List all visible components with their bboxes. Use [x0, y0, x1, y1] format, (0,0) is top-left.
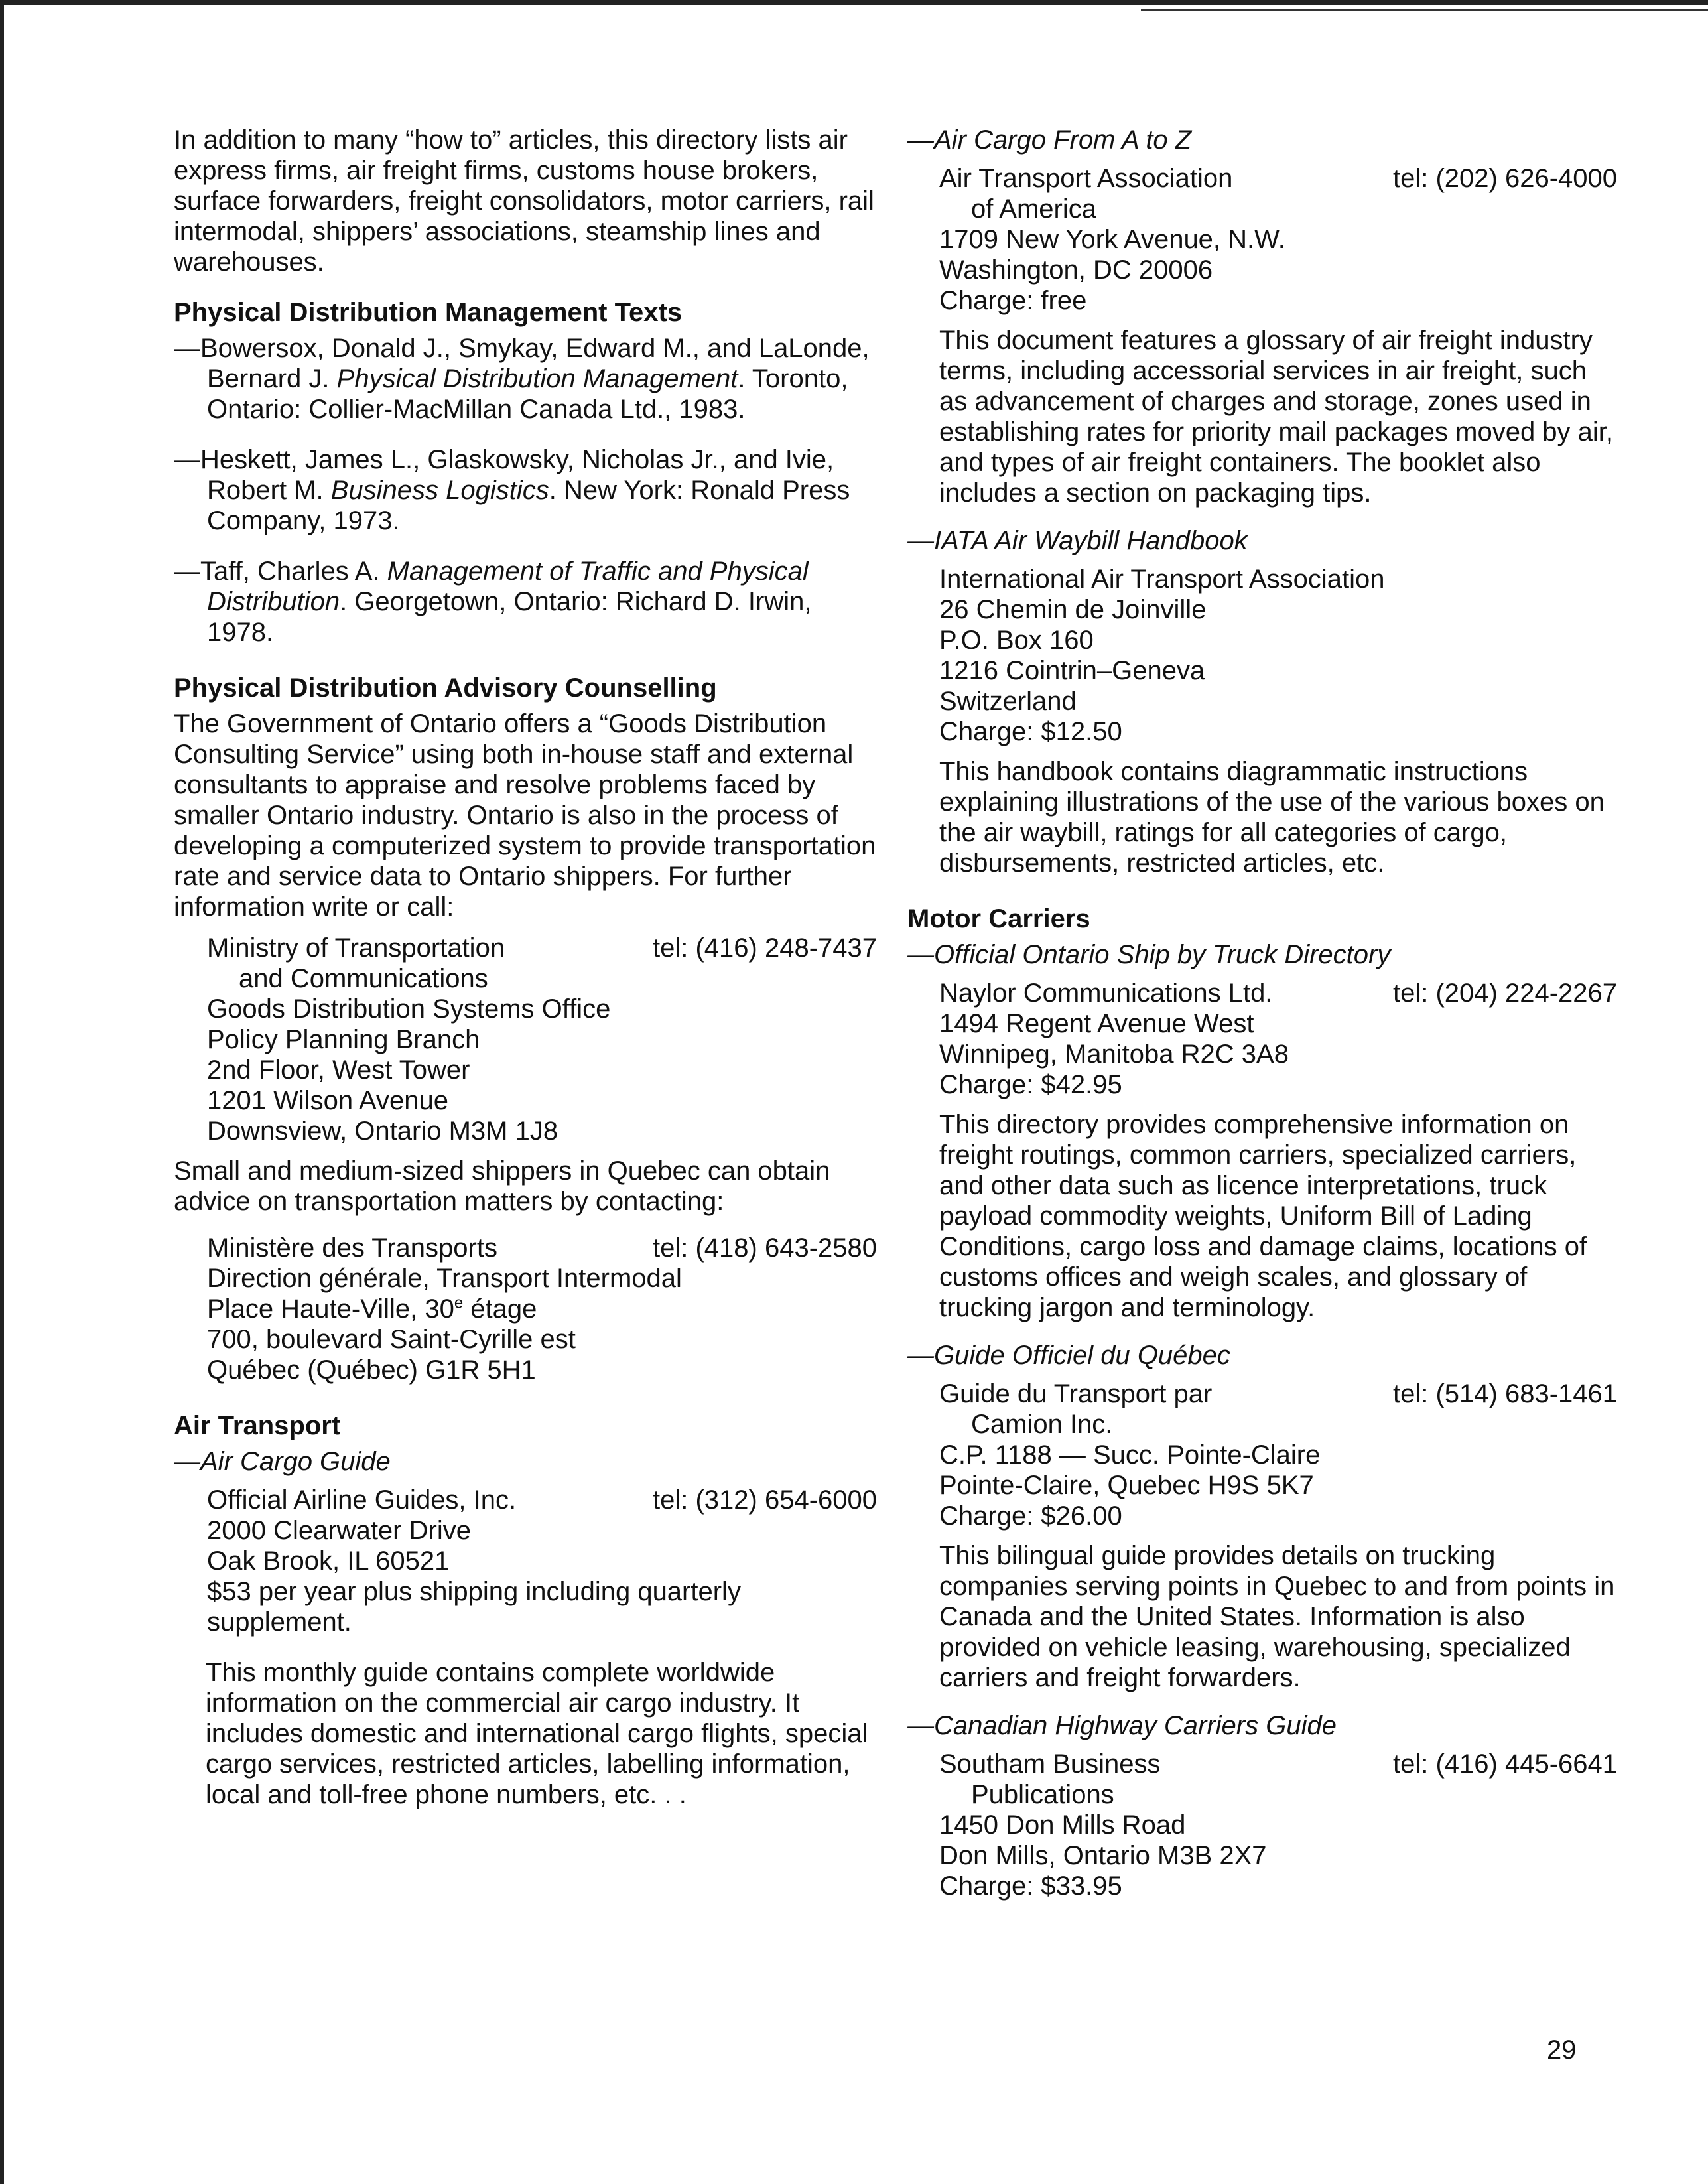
chcg-title: —Canadian Highway Carriers Guide	[907, 1711, 1337, 1740]
page-number: 29	[1547, 2035, 1577, 2065]
ministry-name: Ministry of Transportation	[207, 933, 505, 963]
acg-line-1: 2000 Clearwater Drive	[207, 1516, 471, 1545]
ministere-name: Ministère des Transports	[207, 1233, 497, 1263]
top-border-secondary	[1141, 9, 1708, 11]
acg-address	[174, 1485, 877, 1637]
goq-name-cont: Camion Inc.	[971, 1410, 1113, 1439]
iata-line-2: 26 Chemin de Joinville	[939, 595, 1207, 624]
osbt-tel: tel: (204) 224-2267	[1392, 979, 1617, 1008]
iata-line-6: Charge: $12.50	[939, 717, 1122, 746]
ministry-line-5: Downsview, Ontario M3M 1J8	[207, 1117, 558, 1146]
osbt-address	[907, 978, 1617, 1100]
ministere-name-row	[207, 1233, 877, 1263]
left-column	[174, 125, 877, 1827]
osbt-name-row	[939, 978, 1617, 1008]
osbt-line-2: Winnipeg, Manitoba R2C 3A8	[939, 1040, 1289, 1069]
chcg-name: Southam Business	[939, 1749, 1161, 1779]
acaz-name-cont: of America	[971, 194, 1096, 224]
iata-address	[907, 564, 1617, 747]
pdac-heading: Physical Distribution Advisory Counselling	[174, 673, 717, 703]
ministere-tel: tel: (418) 643-2580	[652, 1233, 877, 1263]
osbt-description: This directory provides comprehensive information on freight routings, common carriers, specialized carriers, and other data such as licence interpretations, truck payload commodity weights, Uniform Bill of Lading Conditions, cargo loss and damage claims, locations of customs offices and weigh scales, and glossary of trucking jargon and terminology.	[939, 1110, 1587, 1322]
chcg-line-2: Don Mills, Ontario M3B 2X7	[939, 1841, 1267, 1870]
acaz-title: —Air Cargo From A to Z	[907, 125, 1192, 155]
ministry-name-row	[207, 933, 877, 963]
ministry-line-1: Goods Distribution Systems Office	[207, 994, 611, 1024]
ministry-address	[174, 933, 877, 1146]
goq-description: This bilingual guide provides details on trucking companies serving points in Quebec to and from points in Canada and the United States. Information is also provided on vehicle leasing, warehousing, specialized carriers and freight forwarders.	[939, 1541, 1615, 1692]
iata-line-3: P.O. Box 160	[939, 626, 1094, 655]
ministere-line-1: Direction générale, Transport Intermodal	[207, 1264, 682, 1293]
iata-title: —IATA Air Waybill Handbook	[907, 526, 1248, 555]
ministry-tel: tel: (416) 248-7437	[652, 933, 877, 963]
goq-line-3: Charge: $26.00	[939, 1501, 1122, 1531]
acaz-tel: tel: (202) 626-4000	[1392, 164, 1617, 193]
goq-line-1: C.P. 1188 — Succ. Pointe-Claire	[939, 1440, 1321, 1469]
goq-name: Guide du Transport par	[939, 1379, 1213, 1408]
pdm-item-1: —Bowersox, Donald J., Smykay, Edward M., and LaLonde, Bernard J. Physical Distribution Management. Toronto, Ontario: Collier-MacMillan Canada Ltd., 1983.	[174, 334, 870, 424]
ministere-address	[174, 1233, 877, 1385]
chcg-name-cont: Publications	[971, 1780, 1114, 1809]
acaz-description: This document features a glossary of air freight industry terms, including accessorial services in air freight, such as advancement of charges and storage, zones used in establishing rates for priority mail packages moved by air, and types of air freight containers. The booklet also includes a section on packaging tips.	[939, 326, 1614, 508]
ministry-line-2: Policy Planning Branch	[207, 1025, 480, 1054]
acaz-address	[907, 163, 1617, 316]
osbt-line-3: Charge: $42.95	[939, 1070, 1122, 1099]
acg-line-2: Oak Brook, IL 60521	[207, 1546, 450, 1576]
acg-name-row	[207, 1485, 877, 1515]
goq-line-2: Pointe-Claire, Quebec H9S 5K7	[939, 1471, 1314, 1500]
top-border	[0, 0, 1708, 5]
goq-tel: tel: (514) 683-1461	[1392, 1379, 1617, 1408]
quebec-paragraph: Small and medium-sized shippers in Quebec can obtain advice on transportation matters by contacting:	[174, 1156, 830, 1216]
pdm-heading: Physical Distribution Management Texts	[174, 298, 683, 327]
intro-paragraph: In addition to many “how to” articles, this directory lists air express firms, air freight firms, customs house brokers, surface forwarders, freight consolidators, motor carriers, rail intermodal, shippers’ associations, steamship lines and warehouses.	[174, 125, 874, 277]
pdac-paragraph: The Government of Ontario offers a “Goods Distribution Consulting Service” using both in-house staff and external consultants to appraise and resolve problems faced by smaller Ontario industry. Ontario is also in the process of developing a computerized system to provide transportation rate and service data to Ontario shippers. For further information write or call:	[174, 709, 876, 921]
right-column	[907, 125, 1617, 1921]
acaz-line-3: Charge: free	[939, 286, 1087, 315]
acg-name: Official Airline Guides, Inc.	[207, 1485, 517, 1515]
pdm-item-2: —Heskett, James L., Glaskowsky, Nicholas Jr., and Ivie, Robert M. Business Logistics. New York: Ronald Press Company, 1973.	[174, 445, 850, 535]
acg-description: This monthly guide contains complete worldwide information on the commercial air cargo industry. It includes domestic and international cargo flights, special cargo services, restricted articles, labelling information, local and toll-free phone numbers, etc. . .	[206, 1658, 868, 1809]
acg-tel: tel: (312) 654-6000	[652, 1485, 877, 1515]
goq-title: —Guide Officiel du Québec	[907, 1341, 1230, 1370]
iata-description: This handbook contains diagrammatic instructions explaining illustrations of the use of the various boxes on the air waybill, ratings for all categories of cargo, disbursements, restricted articles, etc.	[939, 757, 1605, 878]
chcg-line-3: Charge: $33.95	[939, 1872, 1122, 1901]
pdm-item-3: —Taff, Charles A. Management of Traffic and Physical Distribution. Georgetown, Ontario: Richard D. Irwin, 1978.	[174, 557, 812, 647]
iata-line-4: 1216 Cointrin–Geneva	[939, 656, 1205, 685]
iata-line-5: Switzerland	[939, 687, 1077, 716]
chcg-tel: tel: (416) 445-6641	[1392, 1749, 1617, 1779]
chcg-name-row	[939, 1749, 1617, 1779]
goq-name-row	[939, 1379, 1617, 1409]
motor-carriers-heading: Motor Carriers	[907, 904, 1090, 933]
ministere-line-4: Québec (Québec) G1R 5H1	[207, 1355, 536, 1385]
acaz-line-1: 1709 New York Avenue, N.W.	[939, 225, 1285, 254]
osbt-title: —Official Ontario Ship by Truck Directory	[907, 940, 1391, 969]
ministere-line-2: Place Haute-Ville, 30e étage	[207, 1294, 537, 1324]
ministry-line-3: 2nd Floor, West Tower	[207, 1056, 470, 1085]
air-cargo-guide-title: —Air Cargo Guide	[174, 1447, 391, 1476]
ministry-name-cont: and Communications	[239, 964, 488, 993]
air-transport-heading: Air Transport	[174, 1411, 341, 1440]
left-border	[0, 0, 4, 2184]
acaz-name-row	[939, 163, 1617, 194]
iata-line-1: International Air Transport Association	[939, 565, 1385, 594]
acg-charge: $53 per year plus shipping including quarterly supplement.	[207, 1577, 741, 1637]
acaz-name: Air Transport Association	[939, 164, 1233, 193]
acaz-line-2: Washington, DC 20006	[939, 255, 1213, 285]
osbt-line-1: 1494 Regent Avenue West	[939, 1009, 1254, 1038]
osbt-name: Naylor Communications Ltd.	[939, 979, 1273, 1008]
ministere-line-3: 700, boulevard Saint-Cyrille est	[207, 1325, 576, 1354]
chcg-line-1: 1450 Don Mills Road	[939, 1810, 1186, 1840]
chcg-address	[907, 1749, 1617, 1901]
ministry-line-4: 1201 Wilson Avenue	[207, 1086, 448, 1115]
goq-address	[907, 1379, 1617, 1531]
